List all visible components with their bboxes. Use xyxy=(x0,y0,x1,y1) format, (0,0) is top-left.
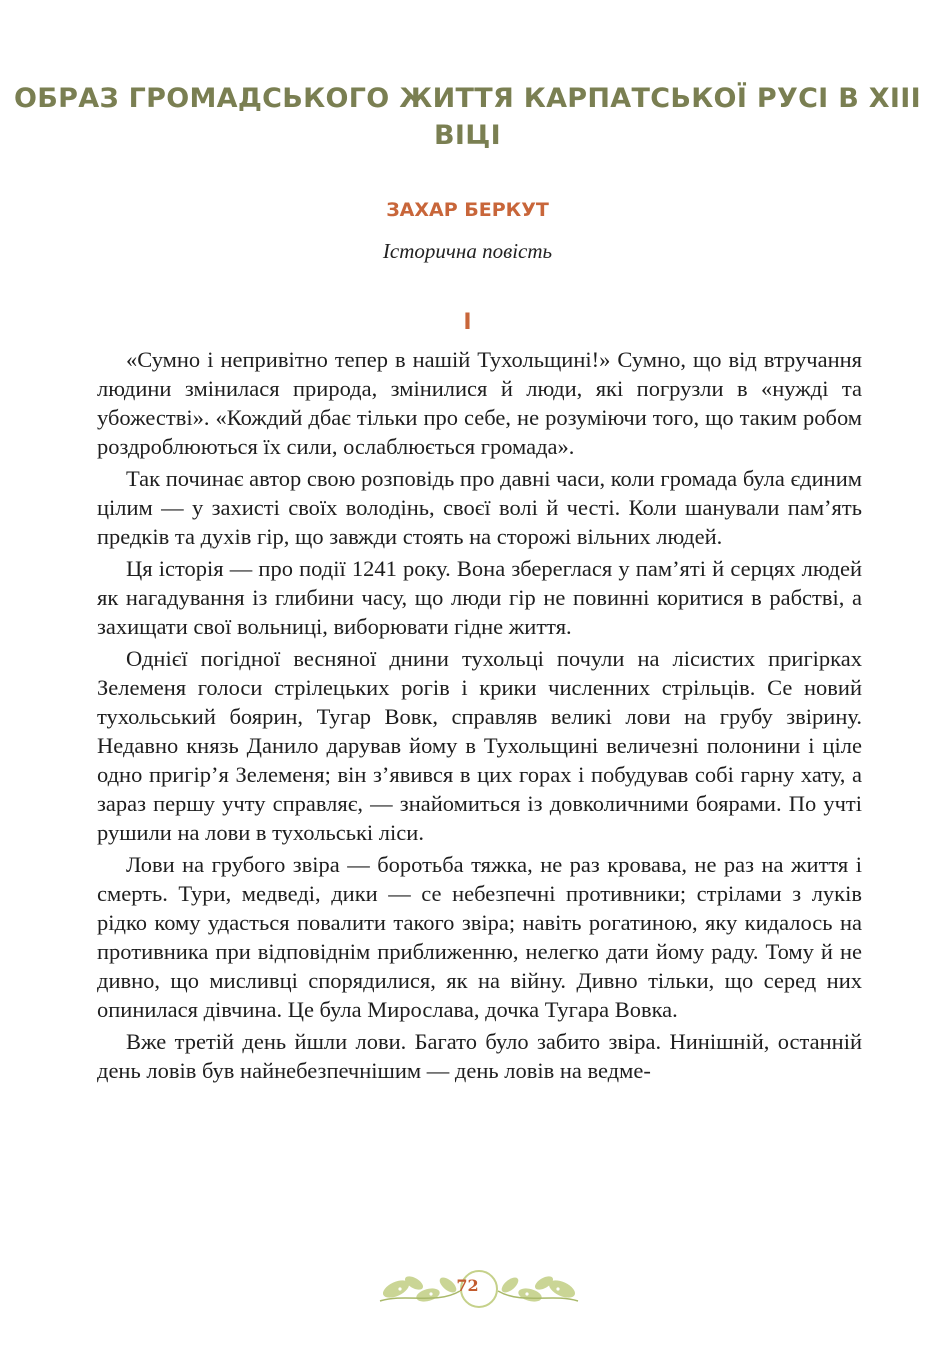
genre-subtitle: Історична повість xyxy=(382,239,553,263)
paragraph: Вже третій день йшли лови. Багато було забито звіра. Нинішній, останній день ловів був найнебезпечнішим — день ловів на ведме- xyxy=(97,1029,862,1083)
body-text xyxy=(97,345,862,1088)
paragraph: Лови на грубого звіра — боротьба тяжка, не раз кровава, не раз на життя і смерть. Тури, медведі, дики — се небезпечні противники; стрілами з луків рідко кому удасться повалити такого звіра; навіть рогатиною, яку кидалось на противника при відповіднім приближенню, нелегко дати йому раду. Тому й не дивно, що мисливці спорядилися, як на війну. Дивно тільки, що серед них опинилася дівчина. Це була Мирослава, дочка Тугара Вовка. xyxy=(97,852,862,1022)
chapter-number: I xyxy=(463,310,472,335)
author-name: ЗАХАР БЕРКУТ xyxy=(386,199,549,221)
page-title: ОБРАЗ ГРОМАДСЬКОГО ЖИТТЯ КАРПАТСЬКОЇ РУСІ В ХІІІ ВІЦІ xyxy=(14,83,921,151)
paragraph: «Сумно і непривітно тепер в нашій Тухольщині!» Сумно, що від втручання людини змінилася природа, змінилися й люди, які погрузли в «нужді та убожестві». «Кождий дбає тільки про себе, не розуміючи того, що таким робом роздроблюються їх сили, ослаблюється громада». xyxy=(97,347,862,459)
paragraph: Ця історія — про події 1241 року. Вона збереглася у пам’яті й серцях людей як нагадування із глибини часу, що люди гір не повинні коритися в рабстві, а захищати свої вольниці, виборювати гідне життя. xyxy=(97,556,862,639)
page-number: 72 xyxy=(456,1276,479,1295)
paragraph: Однієї погідної весняної днини тухольці почули на лісистих пригірках Зелеменя голоси стрілецьких рогів і крики численних стрільців. Се новий тухольський боярин, Тугар Вовк, справляв великі лови на грубу звірину. Недавно князь Данило дарував йому в Тухольщині величезні полонини і ціле одно пригір’я Зелеменя; він з’явився в цих горах і побудував собі гарну хату, а зараз першу учту справляє, — знайомиться із довколичними боярами. По учті рушили на лови в тухольські ліси. xyxy=(97,646,862,845)
paragraph: Так починає автор свою розповідь про давні часи, коли громада була єдиним цілим — у захисті своїх володінь, своєї волі й честі. Коли шанували пам’ять предків та духів гір, що завжди стоять на сторожі вільних людей. xyxy=(97,466,862,549)
